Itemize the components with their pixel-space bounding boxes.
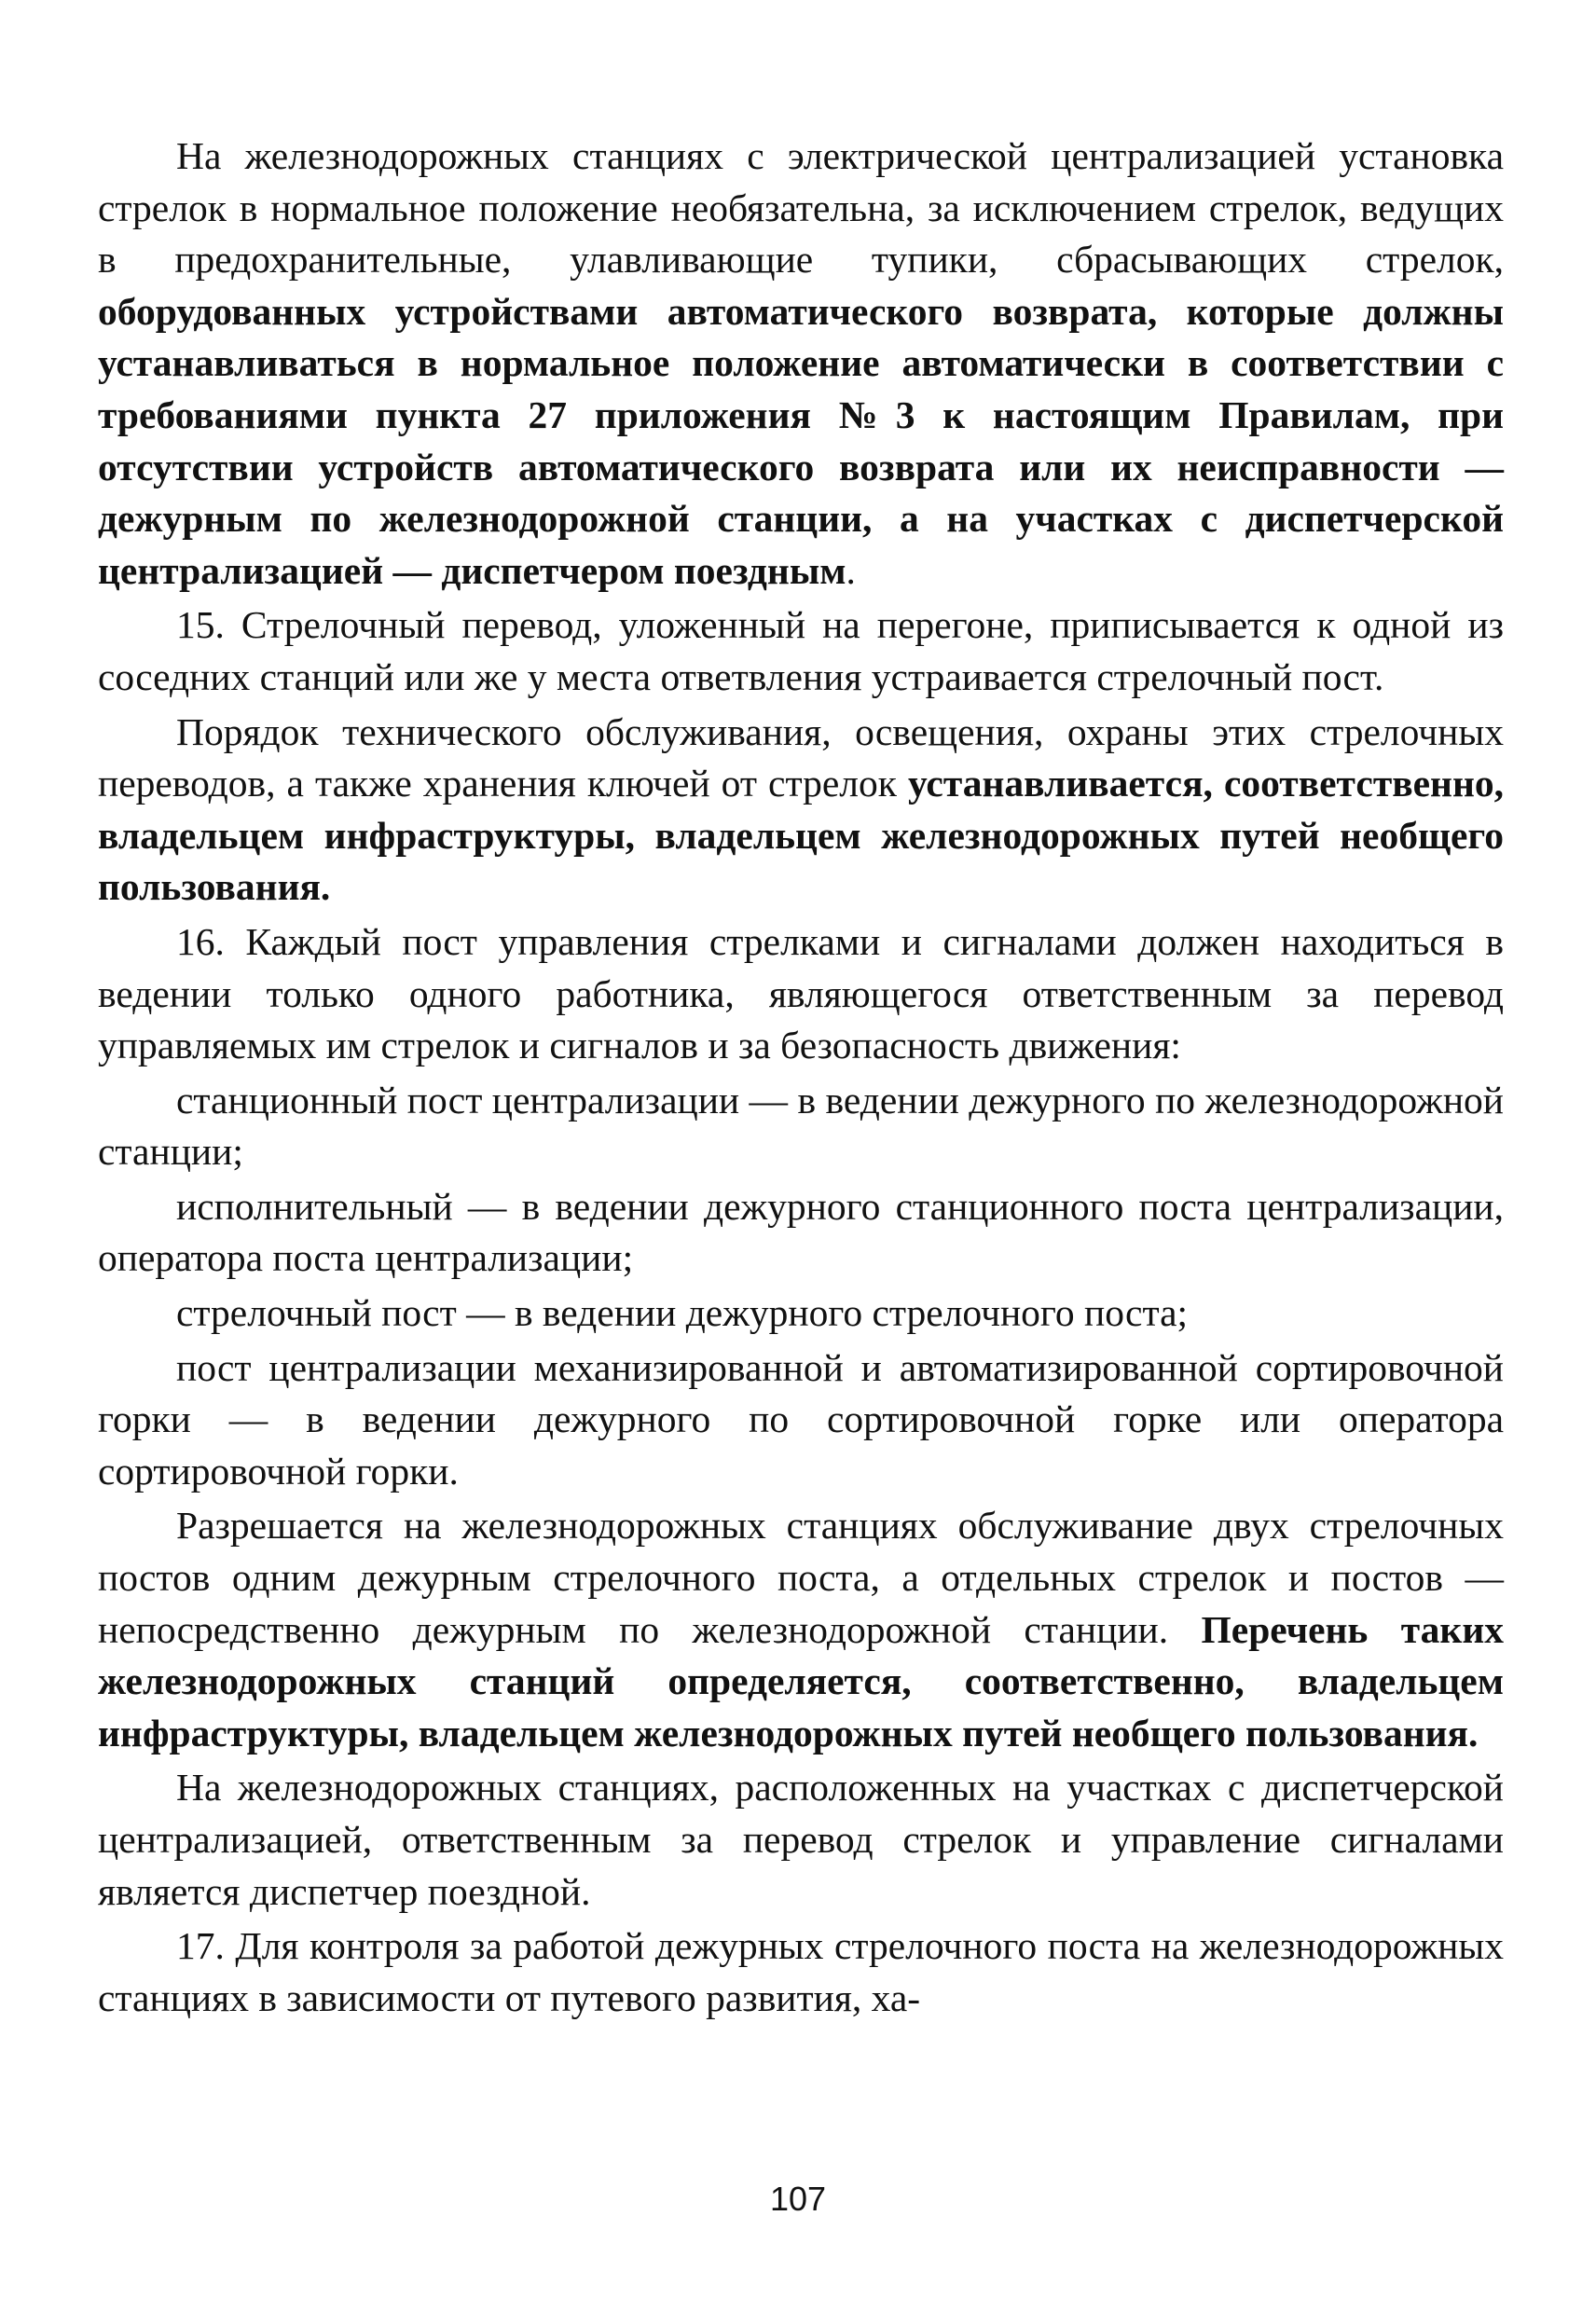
bold-text: Перечень таких железнодорожных станций определяется, соответственно, владельцем инфраструктуры, владельцем железнодорожных путей необщего пользования.: [98, 1607, 1504, 1755]
paragraph: [98, 1181, 1504, 1285]
paragraph: [98, 1920, 1504, 2024]
bold-text: оборудованных устройствами автоматического возврата, которые должны устанавливаться в нормальное положение автоматически в соответствии с требованиями пункта 27 приложения №3 к настоящим Правилам, при отсутствии устройств автоматического возврата или их неисправности — дежурным по железнодорожной станции, а на участках с диспетчерской централизацией — диспетчером поездным: [98, 289, 1504, 592]
regular-text: Разрешается на железнодорожных станциях обслуживание двух стрелочных постов одним дежурным стрелочного поста, а отдельных стрелок и постов — непосредственно дежурным по железнодорожной станции.: [98, 1504, 1504, 1651]
regular-text: стрелочный пост — в ведении дежурного стрелочного поста;: [176, 1291, 1189, 1335]
paragraph: [98, 1342, 1504, 1498]
paragraph: [98, 1500, 1504, 1759]
regular-text: 15. Стрелочный перевод, уложенный на перегоне, приписывается к одной из соседних станций или же у места ответвления устраивается стрелочный пост.: [98, 603, 1504, 698]
regular-text: На железнодорожных станциях, расположенных на участках с диспетчерской централизацией, ответственным за перевод стрелок и управление сигналами является диспетчер поездной.: [98, 1766, 1504, 1913]
regular-text: .: [846, 548, 856, 592]
page-number: 107: [769, 2180, 827, 2218]
bold-text: устанавливается, соответственно, владельцем инфраструктуры, владельцем железнодорожных путей необщего пользования.: [98, 762, 1505, 909]
paragraph: [98, 1075, 1504, 1178]
regular-text: На железнодорожных станциях с электрической централизацией установка стрелок в нормальное положение необязательна, за исключением стрелок, ведущих в предохранительные, улавливающие тупики, сбрасывающих стрелок,: [98, 134, 1504, 282]
paragraph: [98, 916, 1504, 1072]
paragraph: [98, 131, 1504, 597]
regular-text: станционный пост централизации — в ведении дежурного по железнодорожной станции;: [98, 1078, 1504, 1174]
regular-text: 16. Каждый пост управления стрелками и сигналами должен находиться в ведении только одного работника, являющегося ответственным за перевод управляемых им стрелок и сигналов и за безопасность движения:: [98, 919, 1504, 1067]
paragraph: [98, 1287, 1504, 1340]
regular-text: 17. Для контроля за работой дежурных стрелочного поста на железнодорожных станциях в зависимости от путевого развития, ха-: [98, 1924, 1504, 2019]
document-page: [98, 131, 1504, 2027]
paragraph: [98, 599, 1504, 703]
regular-text: Порядок технического обслуживания, освещения, охраны этих стрелочных переводов, а также хранения ключей от стрелок: [98, 709, 1504, 805]
paragraph: [98, 707, 1504, 914]
regular-text: пост централизации механизированной и автоматизированной сортировочной горки — в ведении дежурного по сортировочной горке или оператора сортировочной горки.: [98, 1345, 1504, 1493]
paragraph: [98, 1762, 1504, 1918]
body-text: [98, 131, 1504, 2024]
regular-text: исполнительный — в ведении дежурного станционного поста централизации, оператора поста централизации;: [98, 1184, 1504, 1280]
